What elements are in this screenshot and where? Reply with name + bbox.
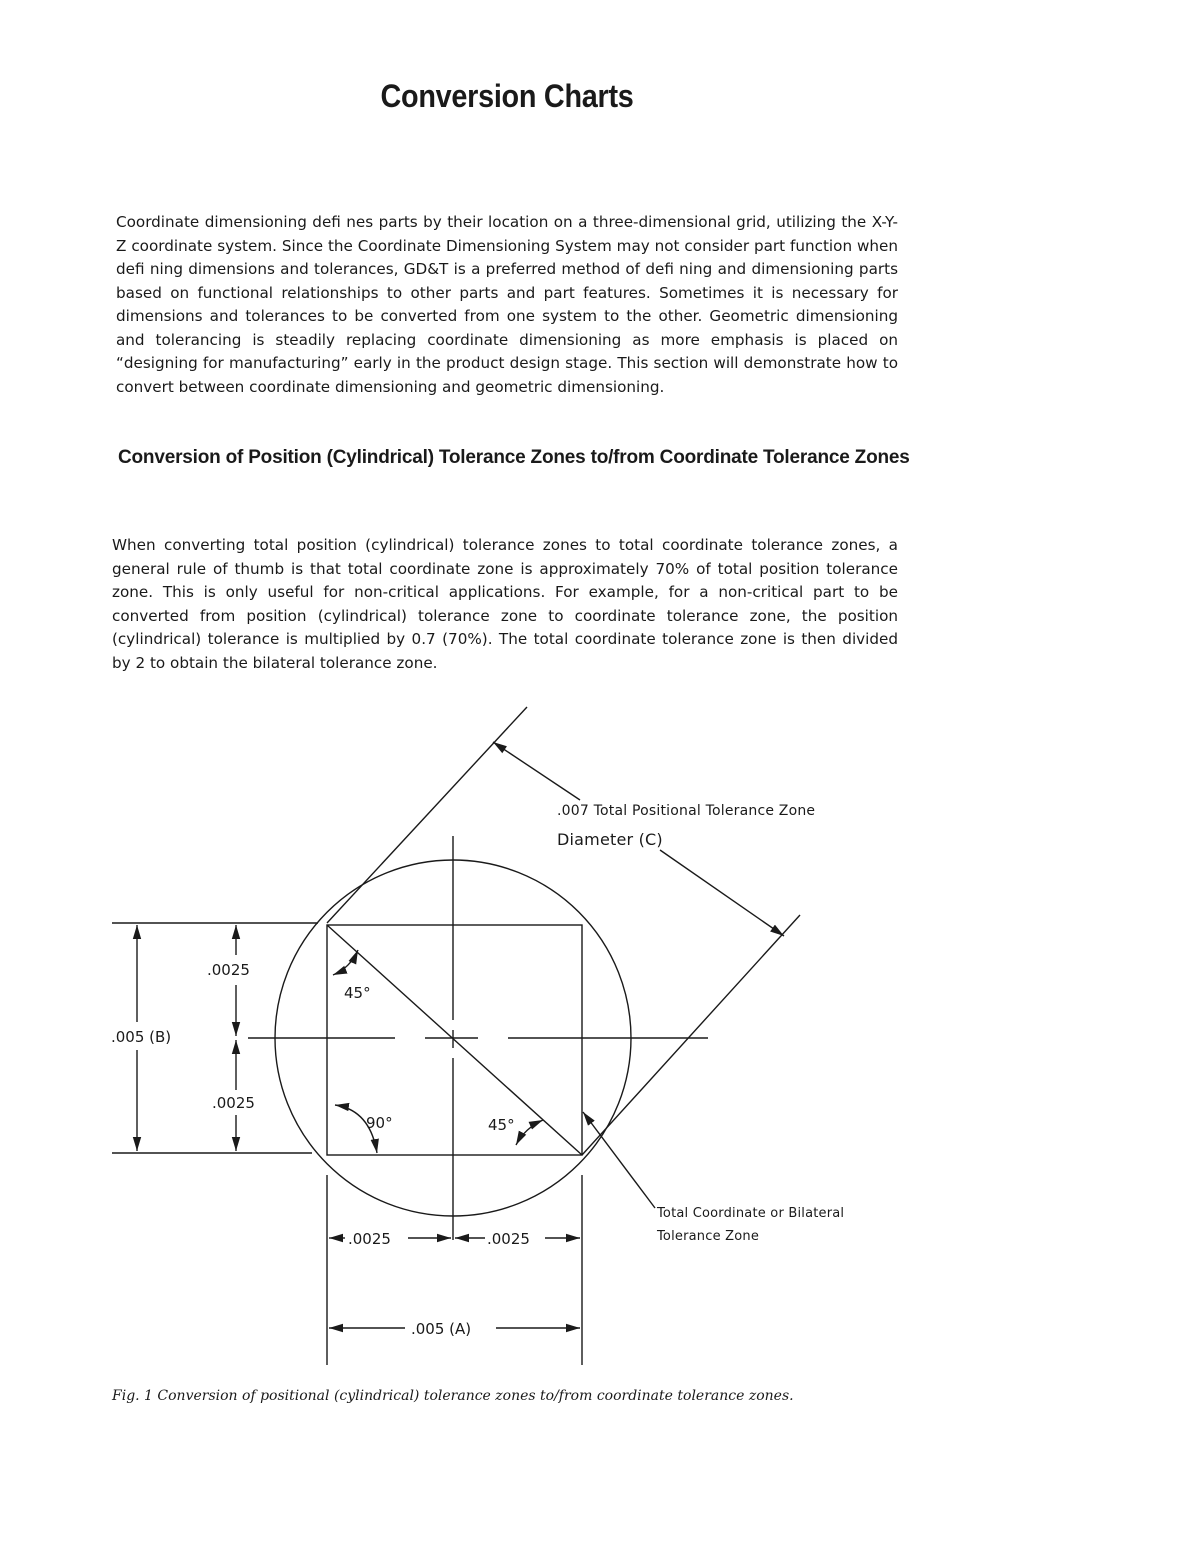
coordinate-zone-leader bbox=[583, 1112, 655, 1208]
dim-upper-half-label: .0025 bbox=[207, 961, 250, 979]
angle-label-top-left: 45° bbox=[344, 984, 371, 1002]
positional-zone-label-diameter: Diameter (C) bbox=[557, 830, 663, 849]
coordinate-zone-label-line2: Tolerance Zone bbox=[657, 1229, 760, 1244]
angle-label-right: 90° bbox=[366, 1114, 393, 1132]
intro-paragraph: Coordinate dimensioning defi nes parts by their location on a three-dimensional grid, utilizing the X-Y-Z coordinate system. Since the Coordinate Dimensioning System may not consider part function when defi ning dimensions and tolerances, GD&T is a preferred method of defi ning and dimensioning parts based on functional relationships to other parts and part features. Sometimes it is necessary for dimensions and tolerances to be converted from one system to the other. Geometric dimensioning and tolerancing is steadily replacing coordinate dimensioning as more emphasis is placed on “designing for manufacturing” early in the product design stage. This section will demonstrate how to convert between coordinate dimensioning and geometric dimensioning. bbox=[116, 213, 898, 396]
dim-total-horizontal-label: .005 (A) bbox=[411, 1320, 472, 1338]
diameter-tangent-right bbox=[582, 915, 800, 1155]
positional-zone-label: .007 Total Positional Tolerance Zone bbox=[557, 803, 816, 819]
figure-caption: Fig. 1 Conversion of positional (cylindrical) tolerance zones to/from coordinate tolerance zones. bbox=[112, 1388, 794, 1404]
coordinate-zone-label: Total Coordinate or Bilateral bbox=[657, 1206, 845, 1221]
diameter-tangent-left bbox=[327, 707, 527, 923]
angle-arc-top-left bbox=[333, 950, 358, 975]
dim-left-half-label: .0025 bbox=[348, 1230, 391, 1248]
page-title: Conversion Charts bbox=[380, 78, 634, 114]
dim-right-half-label: .0025 bbox=[487, 1230, 530, 1248]
diameter-leader-upper bbox=[493, 742, 580, 800]
diameter-leader-lower bbox=[660, 850, 784, 936]
angle-label-bottom-right: 45° bbox=[488, 1116, 515, 1134]
section-heading: Conversion of Position (Cylindrical) Tolerance Zones to/from Coordinate Tolerance Zones bbox=[118, 447, 910, 468]
dim-lower-half-label: .0025 bbox=[212, 1094, 255, 1112]
dim-total-vertical-label: .005 (B) bbox=[111, 1028, 172, 1046]
angle-arc-bottom-right bbox=[516, 1120, 543, 1145]
section-paragraph: When converting total position (cylindrical) tolerance zones to total coordinate tolerance zones, a general rule of thumb is that total coordinate zone is approximately 70% of total position tolerance zone. This is only useful for non-critical applications. For example, for a non-critical part to be converted from position (cylindrical) tolerance zone to coordinate tolerance zone, the position (cylindrical) tolerance is multiplied by 0.7 (70%). The total coordinate tolerance zone is then divided by 2 to obtain the bilateral tolerance zone. bbox=[112, 536, 898, 672]
